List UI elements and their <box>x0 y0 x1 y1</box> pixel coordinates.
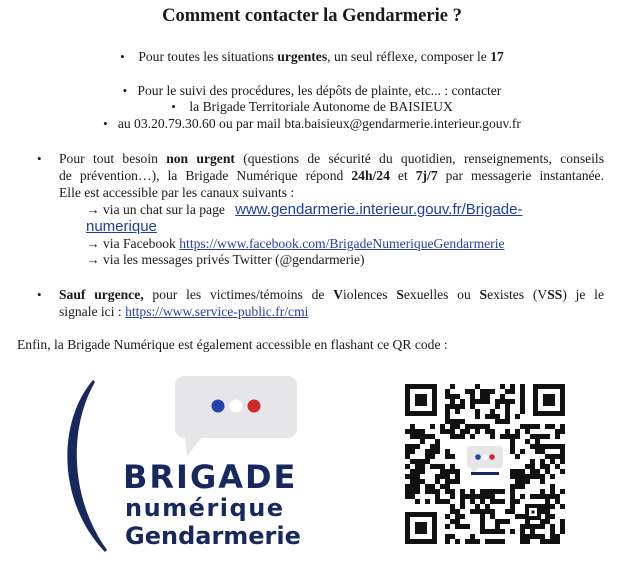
facebook-line <box>86 235 505 252</box>
chat-link[interactable]: www.gendarmerie.interieur.gouv.fr/Brigade- <box>235 201 523 218</box>
text: Pour tout besoin <box>59 151 167 166</box>
text: iolences <box>343 287 397 302</box>
facebook-link[interactable]: https://www.facebook.com/BrigadeNumeriqueGendarmerie <box>179 236 505 251</box>
text: par messagerie instantanée. <box>437 168 604 183</box>
qr-code[interactable] <box>405 384 565 544</box>
qr-code-icon <box>405 384 565 544</box>
text: de prévention…), la Brigade Numérique répond <box>59 168 352 183</box>
suivi-text: Pour le suivi des procédures, les dépôts de plainte, etc... : contacter <box>137 83 502 98</box>
urgent-emphasis: urgentes <box>277 49 328 64</box>
service-public-link[interactable]: https://www.service-public.fr/cmi <box>125 304 309 319</box>
brigade-name: la Brigade Territoriale Autonome de BAISIEUX <box>189 99 453 114</box>
text: signale ici : <box>59 304 126 319</box>
initial-v: V <box>333 287 344 302</box>
text: ) je le <box>562 287 604 302</box>
contact-info: au 03.20.79.30.60 ou par mail bta.baisieux@gendarmerie.interieur.gouv.fr <box>117 116 521 131</box>
urgent-line <box>0 48 624 65</box>
bullet-icon: • <box>37 287 42 302</box>
vss-line-2 <box>59 303 308 320</box>
qr-center-logo-icon <box>461 442 509 482</box>
urgent-text: Pour toutes les situations <box>138 49 278 64</box>
text: existes (V <box>487 287 548 302</box>
emergency-number: 17 <box>490 49 504 64</box>
initial-ss: SS <box>547 287 563 302</box>
speech-bubble-icon <box>175 376 297 456</box>
vss-emphasis: Sauf urgence, <box>59 287 144 302</box>
logo-numerique-text: numérique <box>125 494 285 522</box>
text: pour les victimes/témoins de <box>143 287 334 302</box>
qr-intro: Enfin, la Brigade Numérique est également accessible en flashant ce QR code : <box>17 337 448 352</box>
bullet-icon: • <box>37 151 42 166</box>
vss-line-1 <box>59 286 604 303</box>
hours: 24h/24 <box>351 168 390 183</box>
initial-s: S <box>396 287 404 302</box>
non-urgent-line-1 <box>59 150 604 167</box>
urgent-text-2: , un seul réflexe, composer le <box>327 49 491 64</box>
chat-line <box>86 201 522 218</box>
brigade-numerique-logo <box>55 372 310 557</box>
suivi-line-1 <box>0 82 624 99</box>
logo-gendarmerie-text: Gendarmerie <box>125 522 301 550</box>
swoosh-icon <box>67 380 107 552</box>
text: exuelles ou <box>403 287 480 302</box>
non-urgent-line-2 <box>59 167 604 184</box>
suivi-line-2 <box>0 98 624 115</box>
suivi-line-3 <box>0 115 624 132</box>
chat-line-2 <box>86 218 157 235</box>
facebook-prefix: → via Facebook <box>86 236 180 251</box>
days: 7j/7 <box>415 168 438 183</box>
bullet-icon: • <box>120 49 125 64</box>
bullet-icon: • <box>103 116 108 131</box>
text: (questions de sécurité du quotidien, renseignements, conseils <box>234 151 604 166</box>
bullet-icon: • <box>171 99 176 114</box>
chat-prefix: → via un chat sur la page <box>86 202 225 217</box>
text: et <box>389 168 416 183</box>
bullet-icon: • <box>122 83 128 98</box>
logo-brigade-text: BRIGADE <box>123 458 298 496</box>
initial-s: S <box>479 287 488 302</box>
page-title: Comment contacter la Gendarmerie ? <box>162 6 462 26</box>
twitter-line: → via les messages privés Twitter (@gendarmerie) <box>86 252 365 267</box>
non-urgent-line-3: Elle est accessible par les canaux suivants : <box>59 185 295 200</box>
non-urgent-emphasis: non urgent <box>166 151 235 166</box>
chat-link-continued[interactable]: numerique <box>86 218 157 235</box>
